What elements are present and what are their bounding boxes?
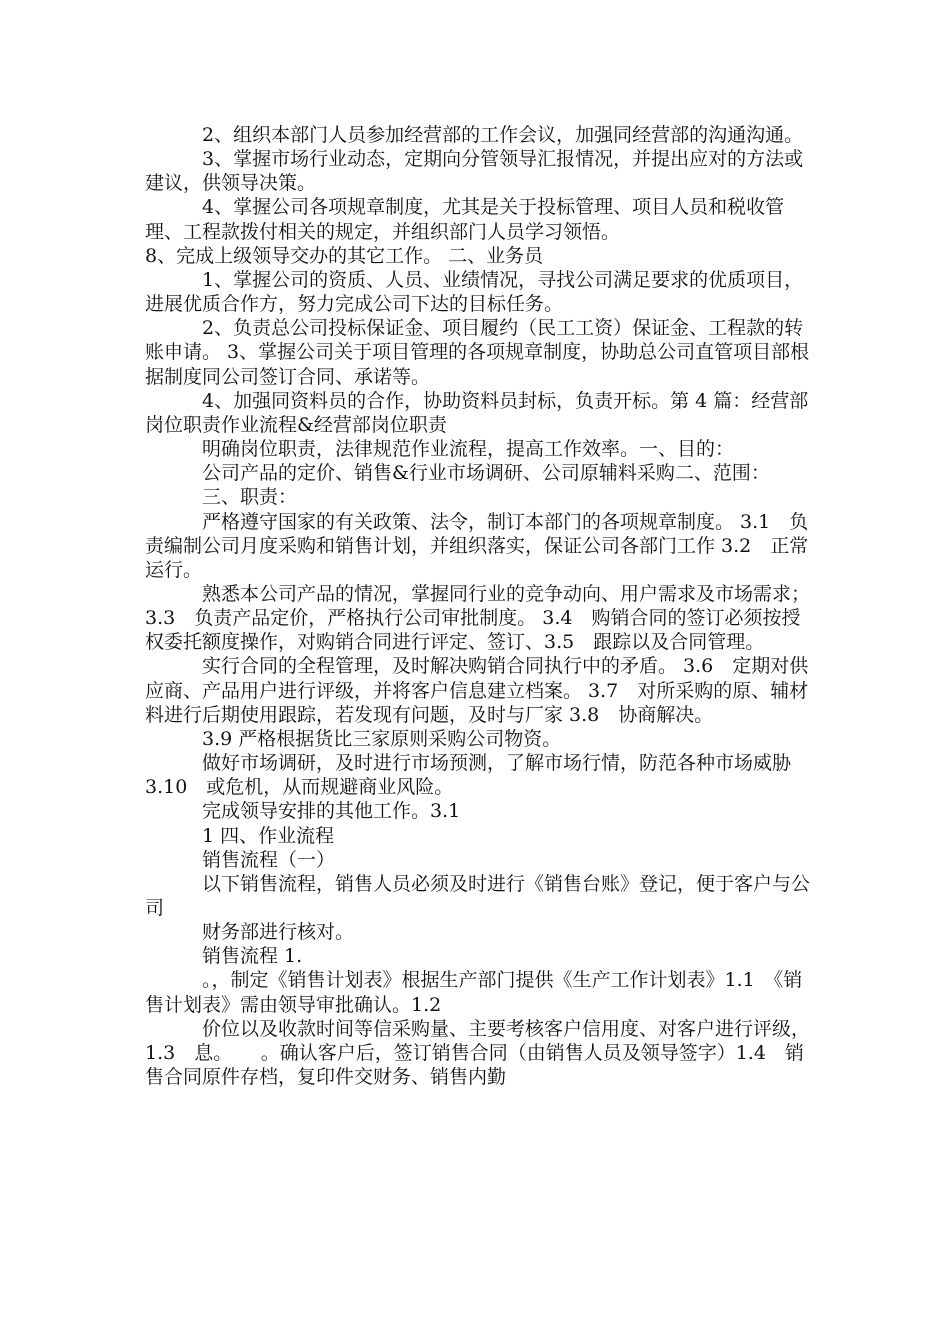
paragraph: 3.9 严格根据货比三家原则采购公司物资。 [202,727,562,750]
paragraph: 销售流程（一） [202,848,336,871]
paragraph: 1 四、作业流程 [202,824,335,847]
paragraph: 1、掌握公司的资质、人员、业绩情况，寻找公司满足要求的优质项目，进展优质合作方，努力完成公司下达的目标任务。 [145,268,804,316]
paragraph: 2、负责总公司投标保证金、项目履约（民工工资）保证金、工程款的转账申请。 3、掌握公司关于项目管理的各项规章制度，协助总公司直管项目部根据制度同公司签订合同、承诺等。 [145,317,810,388]
paragraph: 公司产品的定价、销售&行业市场调研、公司原辅料采购二、范围： [202,462,770,485]
paragraph: 以下销售流程，销售人员必须及时进行《销售台账》登记，便于客户与公司 [145,872,811,919]
paragraph: 完成领导安排的其他工作。3.1 [202,800,461,823]
paragraph: 实行合同的全程管理，及时解决购销合同执行中的矛盾。 3.6 定期对供应商、产品用户进行评级，并将客户信息建立档案。 3.7 对所采购的原、辅材料进行后期使用跟踪，若发现有问题，及时与厂家 3.8 协商解决。 [145,655,809,726]
paragraph: 价位以及收款时间等信采购量、主要考核客户信用度、对客户进行评级，1.3 息。 。确认客户后，签订销售合同（由销售人员及领导签字）1.4 销售合同原件存档，复印件交财务、销售内勤 [145,1017,811,1089]
paragraph: 做好市场调研，及时进行市场预测，了解市场行情，防范各种市场威胁 3.10 或危机，从而规避商业风险。 [145,752,792,799]
paragraph: 明确岗位职责，法律规范作业流程，提高工作效率。一、目的： [202,438,735,461]
paragraph: 3、掌握市场行业动态，定期向分管领导汇报情况，并提出应对的方法或建议，供领导决策。 [145,148,804,195]
paragraph: 8、完成上级领导交办的其它工作。 二、业务员 [145,244,544,267]
paragraph: 严格遵守国家的有关政策、法令，制订本部门的各项规章制度。 3.1 负责编制公司月度采购和销售计划，并组织落实，保证公司各部门工作 3.2 正常运行。 [145,510,809,581]
paragraph: 2、组织本部门人员参加经营部的工作会议，加强同经营部的沟通沟通。 [202,124,804,146]
paragraph: 销售流程 1. [202,945,303,968]
document-body [145,123,820,1089]
paragraph: 三、职责： [202,486,298,509]
paragraph: 熟悉本公司产品的情况，掌握同行业的竞争动向、用户需求及市场需求； 3.3 负责产品定价，严格执行公司审批制度。 3.4 购销合同的签订必须按授权委托额度操作，对购销合同进行评定、签订、3.5 跟踪以及合同管理。 [145,582,820,654]
paragraph: 财务部进行核对。 [202,921,355,944]
paragraph: 。，制定《销售计划表》根据生产部门提供《生产工作计划表》1.1 《销售计划表》需由领导审批确认。1.2 [145,969,803,1016]
paragraph: 4、掌握公司各项规章制度，尤其是关于投标管理、项目人员和税收管理、工程款拨付相关的规定，并组织部门人员学习领悟。 [145,196,785,243]
paragraph: 4、加强同资料员的合作，协助资料员封标，负责开标。第 4 篇：经营部岗位职责作业流程&经营部岗位职责 [145,389,809,436]
